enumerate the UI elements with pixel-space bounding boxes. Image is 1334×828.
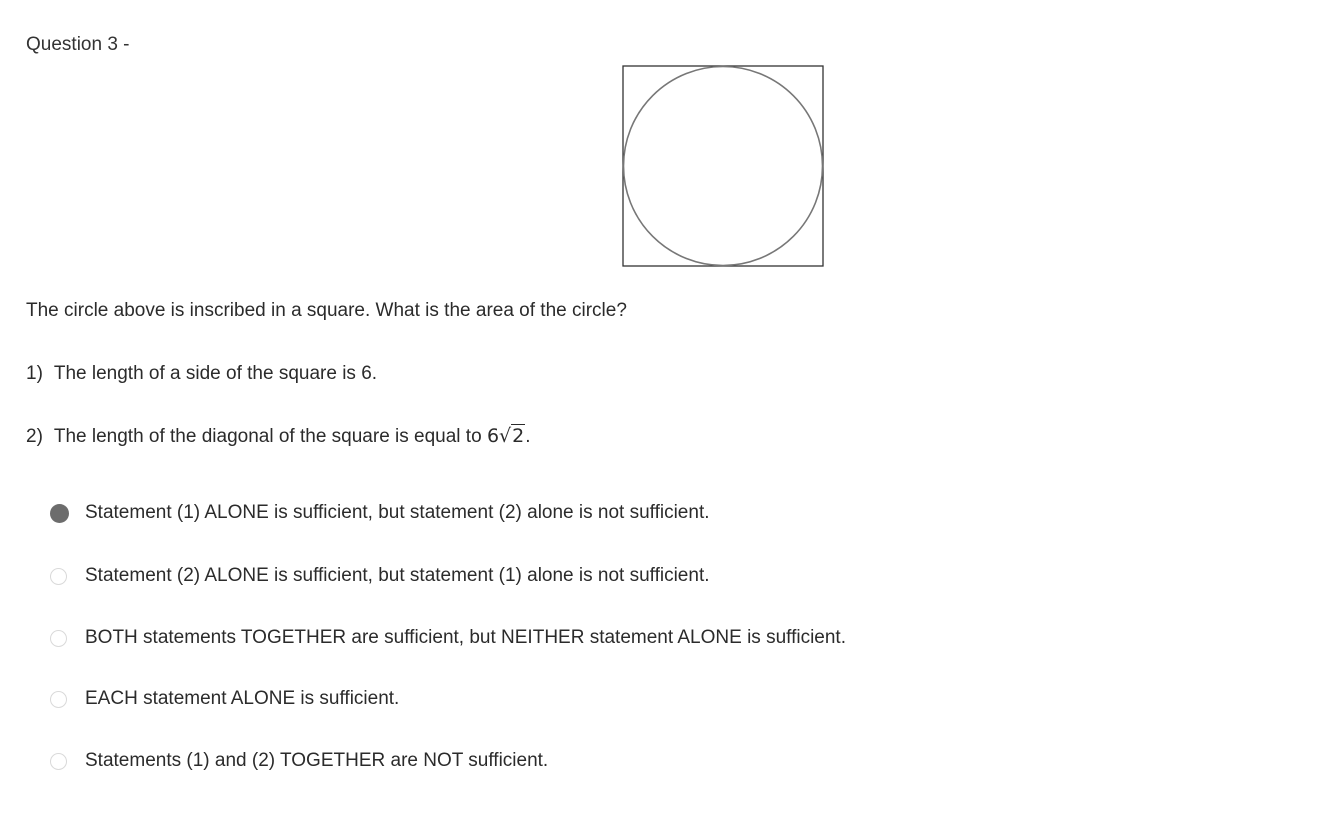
answer-choice-c-label[interactable]: BOTH statements TOGETHER are sufficient, but NEITHER statement ALONE is sufficient. [85, 627, 846, 648]
statement-1-text: The length of a side of the square is 6. [53, 363, 378, 384]
statement-1 [26, 363, 377, 385]
question-title: Question 3 - [26, 34, 130, 55]
circle-shape [624, 67, 823, 266]
answer-choice-a[interactable] [50, 500, 710, 526]
sqrt-expression [487, 425, 525, 447]
radio-unselected-icon[interactable] [50, 753, 67, 770]
answer-choice-c[interactable] [50, 625, 846, 651]
statement-2-text: The length of the diagonal of the square is equal to [53, 426, 487, 447]
sqrt-radicand: 2 [512, 425, 525, 447]
statement-2-suffix: . [525, 426, 531, 447]
question-stem: The circle above is inscribed in a square. What is the area of the circle? [26, 300, 627, 321]
answer-choice-e-label[interactable]: Statements (1) and (2) TOGETHER are NOT sufficient. [85, 750, 549, 771]
answer-choice-d-label[interactable]: EACH statement ALONE is sufficient. [85, 688, 400, 709]
answer-choice-d[interactable] [50, 686, 399, 712]
statement-1-number: 1) [26, 363, 43, 384]
radio-unselected-icon[interactable] [50, 691, 67, 708]
answer-choice-b-label[interactable]: Statement (2) ALONE is sufficient, but statement (1) alone is not sufficient. [85, 565, 710, 586]
sqrt-coefficient: 6 [486, 425, 500, 447]
circle-inscribed-in-square-figure [622, 65, 824, 267]
statement-2-number: 2) [26, 426, 43, 447]
answer-choice-b[interactable] [50, 563, 710, 589]
figure-svg [622, 65, 824, 267]
radio-selected-icon[interactable] [50, 504, 69, 523]
radio-unselected-icon[interactable] [50, 568, 67, 585]
radio-unselected-icon[interactable] [50, 630, 67, 647]
sqrt-symbol: √ [499, 425, 512, 447]
statement-2 [26, 425, 531, 448]
answer-choice-a-label[interactable]: Statement (1) ALONE is sufficient, but statement (2) alone is not sufficient. [85, 502, 710, 523]
answer-choice-e[interactable] [50, 748, 548, 774]
